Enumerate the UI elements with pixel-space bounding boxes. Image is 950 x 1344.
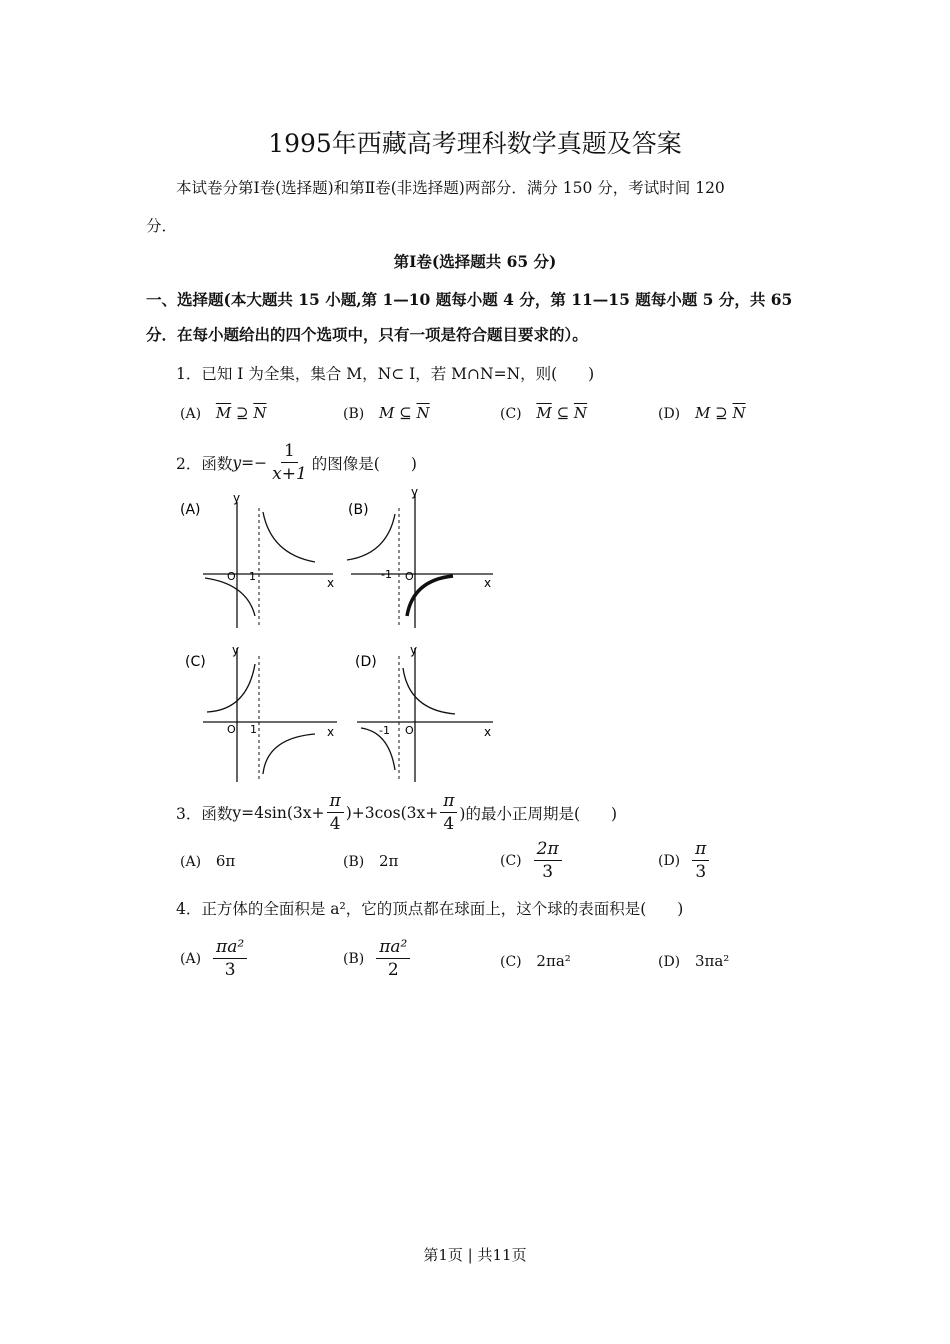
page-footer: 第1页 | 共11页	[423, 1246, 527, 1264]
origin-label: O	[405, 724, 414, 737]
fraction-denominator: 2	[387, 960, 399, 980]
curve-upper-branch	[263, 512, 315, 562]
asymptote-label: -1	[381, 568, 392, 581]
question-4-stem: 4．正方体的全面积是 a²，它的顶点都在球面上，这个球的表面积是( )	[176, 900, 684, 918]
fraction-numerator: πa²	[213, 936, 247, 959]
graph-label: (C)	[185, 654, 206, 670]
set-m: M	[694, 404, 711, 422]
set-m: M	[379, 404, 395, 422]
q3-option-d	[658, 838, 711, 883]
option-label: (A)	[180, 406, 202, 422]
fraction-numerator: π	[692, 838, 709, 861]
option-fraction	[534, 838, 562, 883]
intro-line-1: 本试卷分第Ⅰ卷(选择题)和第Ⅱ卷(非选择题)两部分．满分 150 分，考试时间 120	[176, 179, 725, 197]
x-axis-label: x	[327, 576, 335, 590]
fraction-denominator: 4	[443, 814, 455, 834]
set-m: $\overline{M}$	[215, 404, 232, 422]
q2-prefix: 2．函数	[176, 454, 233, 473]
option-label: (B)	[343, 406, 365, 422]
option-fraction	[376, 936, 410, 981]
graph-label: (A)	[180, 502, 201, 518]
fraction-numerator: π	[440, 790, 457, 813]
option-label: (D)	[658, 406, 681, 422]
q3-part2: )+3cos(3x+	[345, 803, 439, 822]
y-axis-label: y	[410, 643, 418, 657]
curve-lower-branch	[205, 578, 255, 616]
option-label: (B)	[343, 950, 365, 967]
q4-option-c	[500, 952, 571, 970]
curve-upper-branch	[403, 668, 455, 714]
option-label: (A)	[180, 950, 202, 967]
curve-upper-branch	[347, 514, 395, 560]
option-value: 3πa²	[694, 952, 730, 970]
q1-option-b	[343, 404, 430, 422]
y-axis-label: y	[232, 643, 240, 657]
x-axis-label: x	[484, 725, 492, 739]
relation-symbol: ⊆	[556, 404, 570, 422]
relation-symbol: ⊆	[399, 404, 412, 422]
fraction-numerator: 2π	[534, 838, 562, 861]
question-2-stem	[176, 440, 417, 485]
q2-fraction	[269, 440, 310, 485]
option-label: (C)	[500, 406, 522, 422]
q1-option-d	[658, 404, 746, 422]
page-title: 1995年西藏高考理科数学真题及答案	[268, 129, 682, 158]
option-fraction	[213, 936, 247, 981]
origin-label: O	[227, 723, 236, 736]
graph-b	[343, 488, 513, 633]
relation-symbol: ⊇	[715, 404, 728, 422]
fraction-numerator: πa²	[376, 936, 410, 959]
q4-option-d	[658, 952, 729, 970]
asymptote-label: 1	[250, 723, 257, 736]
q4-option-b	[343, 936, 412, 981]
option-value: 6π	[215, 852, 236, 870]
q1-option-c	[500, 404, 587, 422]
origin-label: O	[405, 570, 414, 583]
q3-prefix: 3．函数	[176, 804, 233, 823]
fraction-denominator: 3	[224, 960, 236, 980]
curve-lower-branch	[263, 734, 315, 774]
y-axis-label: y	[233, 491, 241, 505]
asymptote-label: 1	[249, 570, 256, 583]
asymptote-label: -1	[379, 724, 390, 737]
fraction-numerator: 1	[281, 440, 298, 463]
option-label: (C)	[500, 954, 522, 970]
q3-part1: y=4sin(3x+	[232, 803, 325, 822]
graph-d	[343, 642, 513, 787]
q2-func: y=−	[232, 453, 268, 472]
question-3-stem	[176, 790, 617, 835]
graph-label: (D)	[355, 654, 377, 670]
q4-option-a	[180, 936, 249, 981]
set-n: $\overline{N}$	[416, 404, 430, 422]
fraction-denominator: x+1	[272, 464, 307, 484]
q2-suffix: 的图像是( )	[311, 454, 417, 473]
option-value: 2π	[379, 852, 399, 870]
option-label: (C)	[500, 852, 522, 869]
fraction-denominator: 3	[542, 862, 554, 882]
fraction-numerator: π	[327, 790, 344, 813]
graph-label: (B)	[348, 502, 369, 518]
set-m: $\overline{M}$	[536, 404, 552, 422]
option-label: (D)	[658, 852, 681, 869]
q3-fraction-1	[327, 790, 344, 835]
intro-line-2: 分．	[146, 217, 178, 235]
fraction-denominator: 4	[329, 814, 341, 834]
x-axis-label: x	[484, 576, 492, 590]
q3-option-a	[180, 852, 235, 870]
question-1-stem: 1．已知 I 为全集，集合 M，N⊂ I，若 M∩N=N，则( )	[176, 365, 595, 383]
option-label: (A)	[180, 854, 202, 870]
graph-c	[175, 642, 345, 787]
option-label: (B)	[343, 854, 365, 870]
set-n: $\overline{N}$	[573, 404, 588, 422]
option-value: 2πa²	[536, 952, 571, 970]
curve-upper-branch	[207, 664, 255, 712]
set-n: $\overline{N}$	[732, 404, 746, 422]
relation-symbol: ⊇	[235, 404, 249, 422]
curve-lower-branch	[407, 576, 453, 616]
part-instruction-line-1: 一、选择题(本大题共 15 小题,第 1—10 题每小题 4 分，第 11—15 题每小题 5 分，共 65	[146, 290, 793, 309]
origin-label: O	[227, 570, 236, 583]
q3-part3: )的最小正周期是( )	[459, 804, 618, 823]
part-instruction-line-2: 分．在每小题给出的四个选项中，只有一项是符合题目要求的）。	[146, 325, 588, 344]
section-title: 第Ⅰ卷(选择题共 65 分)	[393, 252, 557, 271]
q3-option-b	[343, 852, 398, 870]
x-axis-label: x	[327, 725, 335, 739]
y-axis-label: y	[411, 488, 419, 499]
fraction-denominator: 3	[695, 862, 707, 882]
q3-option-c	[500, 838, 564, 883]
q1-option-a	[180, 404, 266, 422]
set-n: $\overline{N}$	[253, 404, 267, 422]
option-label: (D)	[658, 954, 681, 970]
q3-fraction-2	[440, 790, 457, 835]
graph-a	[175, 488, 345, 633]
option-fraction	[692, 838, 709, 883]
